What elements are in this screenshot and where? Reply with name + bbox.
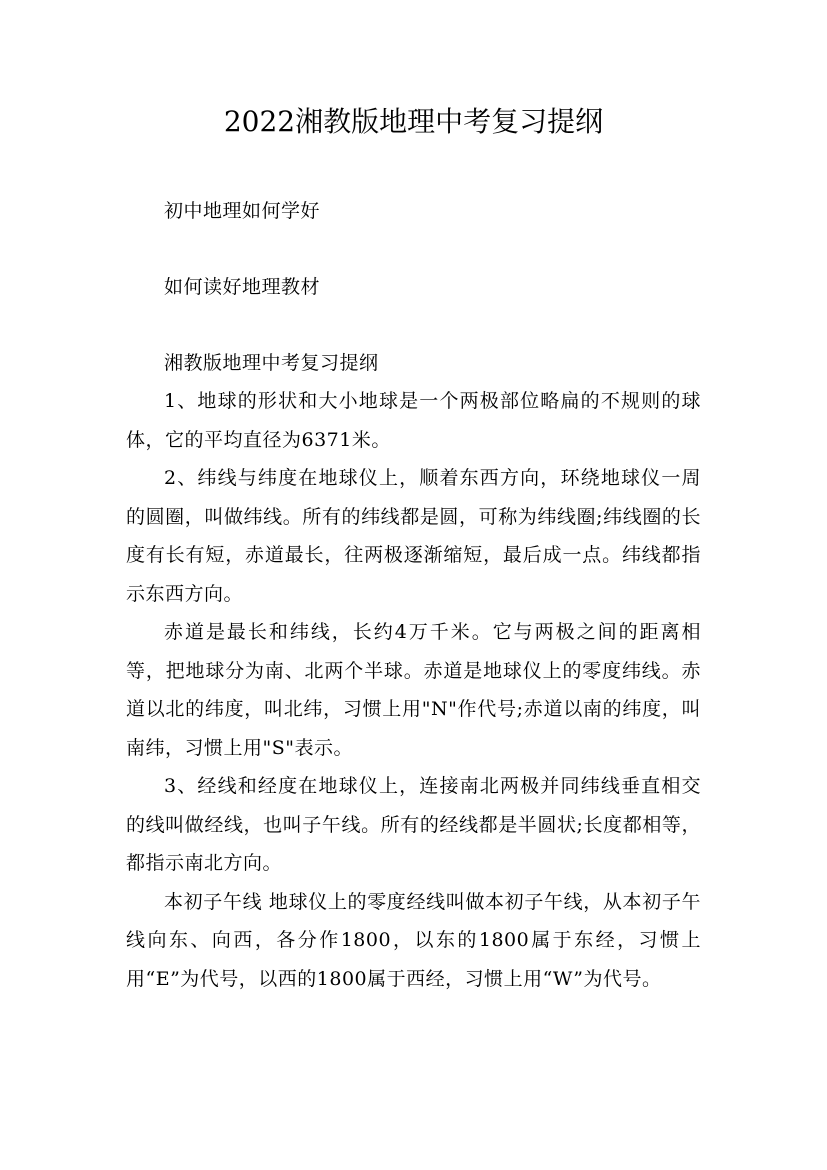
paragraph: 本初子午线 地球仪上的零度经线叫做本初子午线，从本初子午线向东、向西，各分作1800，以东的1800属于东经，习惯上用“E”为代号，以西的1800属于西经，习惯上用“W”为代号。 xyxy=(126,890,701,990)
document-title: 2022湘教版地理中考复习提纲 xyxy=(223,105,604,138)
paragraph: 赤道是最长和纬线，长约4万千米。它与两极之间的距离相等，把地球分为南、北两个半球。赤道是地球仪上的零度纬线。赤道以北的纬度，叫北纬，习惯上用"N"作代号;赤道以南的纬度，叫南纬，习惯上用"S"表示。 xyxy=(126,621,701,759)
section-heading: 初中地理如何学好 xyxy=(164,200,321,222)
document-body xyxy=(126,192,701,998)
paragraph: 3、经线和经度在地球仪上，连接南北两极并同纬线垂直相交的线叫做经线，也叫子午线。所有的经线都是半圆状;长度都相等，都指示南北方向。 xyxy=(126,775,701,874)
paragraph: 2、纬线与纬度在地球仪上，顺着东西方向，环绕地球仪一周的圆圈，叫做纬线。所有的纬线都是圆，可称为纬线圈;纬线圈的长度有长有短，赤道最长，往两极逐渐缩短，最后成一点。纬线都指示东西方向。 xyxy=(126,467,701,605)
paragraph: 1、地球的形状和大小地球是一个两极部位略扁的不规则的球体，它的平均直径为6371米。 xyxy=(126,390,701,451)
section-heading: 湘教版地理中考复习提纲 xyxy=(164,352,379,374)
section-heading: 如何读好地理教材 xyxy=(164,276,321,298)
